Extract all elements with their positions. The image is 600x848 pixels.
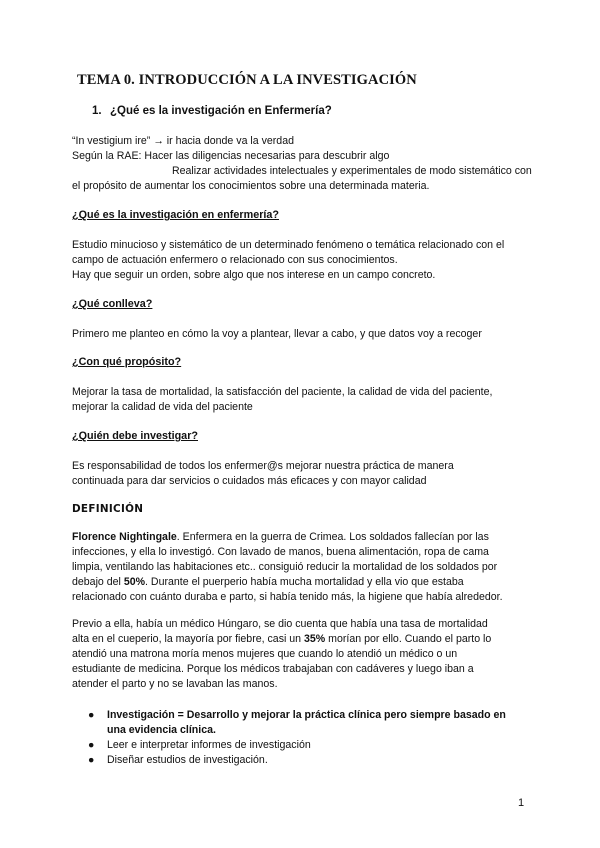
bullet-icon: ● bbox=[88, 739, 95, 751]
paragraph-line: atender el parto y no se lavaban las manos. bbox=[72, 678, 278, 690]
definition-heading: DEFINICIÓN bbox=[72, 503, 144, 515]
subheading-what-entails: ¿Qué conlleva? bbox=[72, 298, 153, 310]
section-number: 1. bbox=[92, 105, 102, 117]
bullet-icon: ● bbox=[88, 754, 95, 766]
paragraph-line: estudiante de medicina. Porque los médicos trabajaban con cadáveres y luego iban a bbox=[72, 663, 474, 675]
page-number: 1 bbox=[518, 797, 525, 809]
paragraph-line: Hay que seguir un orden, sobre algo que nos interese en un campo concreto. bbox=[72, 269, 436, 281]
paragraph-line: limpia, ventilando las habitaciones etc.. consiguió reducir la mortalidad de los soldados por bbox=[72, 561, 498, 573]
list-item: ● Diseñar estudios de investigación. bbox=[88, 754, 268, 766]
paragraph-line: Primero me planteo en cómo la voy a plantear, llevar a cabo, y que datos voy a recoger bbox=[72, 328, 482, 340]
list-item: ● Investigación = Desarrollo y mejorar la práctica clínica pero siempre basado en una evidencia clínica. bbox=[88, 709, 506, 736]
paragraph-line: Estudio minucioso y sistemático de un determinado fenómeno o temática relacionado con el bbox=[72, 239, 505, 251]
paragraph-line: alta en el cueperio, la mayoría por fiebre, casi un 35% morían por ello. Cuando el parto lo bbox=[72, 633, 492, 645]
paragraph-line: mejorar la calidad de vida del paciente bbox=[72, 401, 253, 413]
subheading-who-investigates: ¿Quién debe investigar? bbox=[72, 430, 198, 442]
paragraph-line: relacionado con cuánto duraba e parto, si había tenido más, la higiene que había alrededor. bbox=[72, 591, 503, 603]
paragraph-line: continuada para dar servicios o cuidados más eficaces y con mayor calidad bbox=[72, 475, 427, 487]
section-heading bbox=[92, 105, 332, 117]
person-name: Florence Nightingale bbox=[72, 531, 177, 543]
bullet-icon: ● bbox=[88, 709, 95, 721]
etymology-line: “In vestigium ire” → ir hacia donde va la verdad bbox=[72, 135, 294, 147]
rae-definition-continued: el propósito de aumentar los conocimientos sobre una determinada materia. bbox=[72, 180, 430, 192]
highlight-percentage: 35% bbox=[304, 633, 326, 645]
paragraph-line: Florence Nightingale. Enfermera en la guerra de Crimea. Los soldados fallecían por las bbox=[72, 531, 489, 543]
paragraph-line: infecciones, y ella lo investigó. Con lavado de manos, buena alimentación, ropa de cama bbox=[72, 546, 489, 558]
paragraph-line: Mejorar la tasa de mortalidad, la satisfacción del paciente, la calidad de vida del paciente, bbox=[72, 386, 493, 398]
paragraph-line: Previo a ella, había un médico Húngaro, se dio cuenta que había una tasa de mortalidad bbox=[72, 618, 488, 630]
document-title: TEMA 0. INTRODUCCIÓN A LA INVESTIGACIÓN bbox=[77, 72, 417, 88]
paragraph-line: campo de actuación enfermero o relacionado con sus conocimientos. bbox=[72, 254, 398, 266]
paragraph-line: atendió una matrona moría menos mujeres que cuando lo atendió un médico o un bbox=[72, 648, 458, 660]
section-title: ¿Qué es la investigación en Enfermería? bbox=[110, 105, 332, 117]
highlight-percentage: 50% bbox=[123, 576, 146, 588]
rae-definition-continued: Realizar actividades intelectuales y experimentales de modo sistemático con bbox=[172, 165, 532, 177]
list-item: ● Leer e interpretar informes de investigación bbox=[88, 739, 311, 751]
paragraph-line: Es responsabilidad de todos los enfermer@s mejorar nuestra práctica de manera bbox=[72, 460, 454, 472]
subheading-what-is: ¿Qué es la investigación en enfermería? bbox=[72, 209, 280, 221]
rae-definition-line: Según la RAE: Hacer las diligencias necesarias para descubrir algo bbox=[72, 150, 390, 162]
paragraph-line: debajo del 50%. Durante el puerperio había mucha mortalidad y ella vio que estaba bbox=[72, 576, 464, 588]
subheading-purpose: ¿Con qué propósito? bbox=[72, 356, 182, 368]
